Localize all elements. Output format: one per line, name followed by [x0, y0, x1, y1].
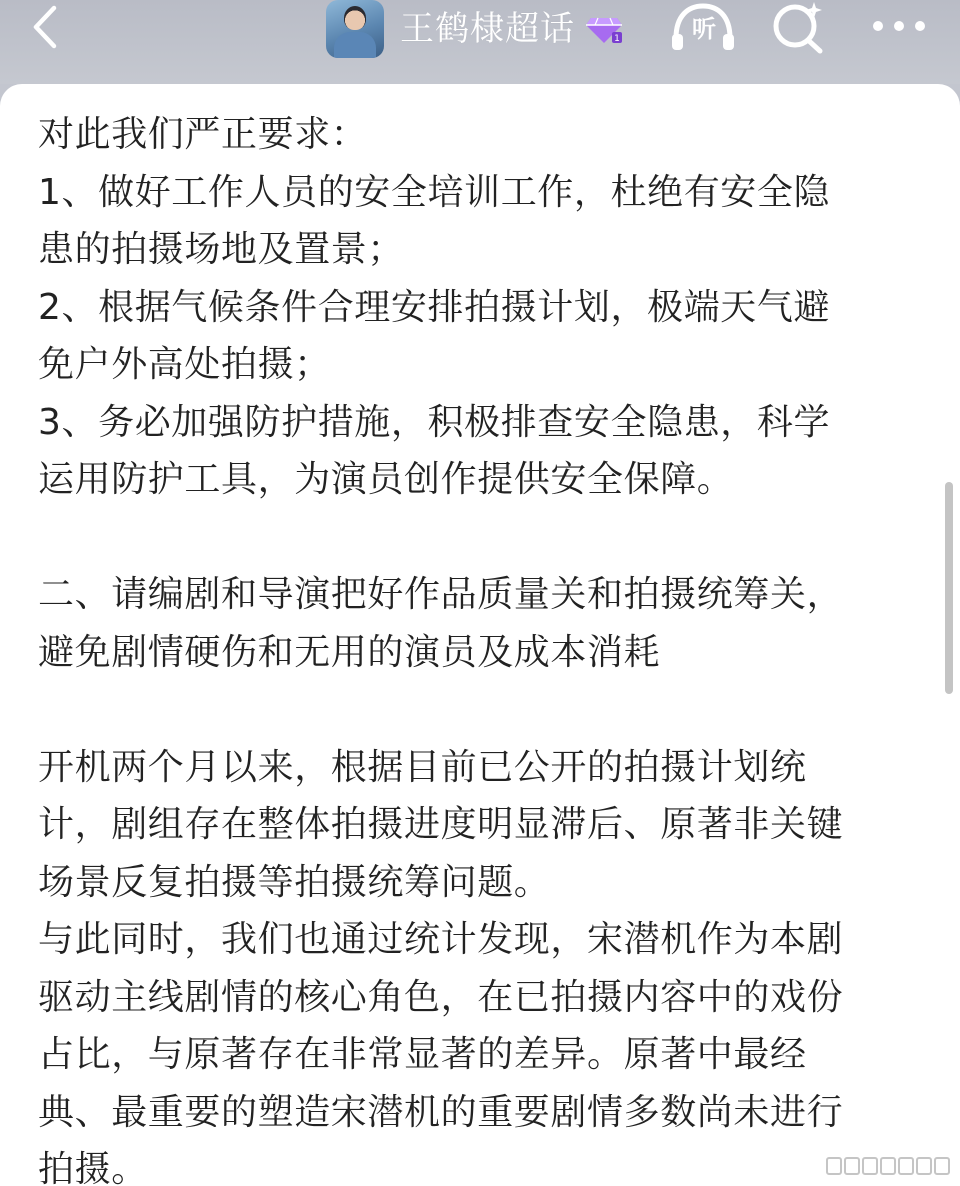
blank-line — [38, 509, 918, 567]
purple-gem-icon — [585, 14, 623, 44]
post-line: 免户外高处拍摄； — [38, 344, 331, 385]
post-line: 运用防护工具，为演员创作提供安全保障。 — [38, 459, 734, 500]
svg-text:1: 1 — [614, 34, 620, 44]
post-line: 患的拍摄场地及置景； — [38, 229, 405, 270]
post-line: 场景反复拍摄等拍摄统筹问题。 — [38, 861, 551, 903]
post-line: 驱动主线剧情的核心角色，在已拍摄内容中的戏份 — [38, 976, 844, 1018]
listen-label: 听 — [692, 15, 716, 43]
post-line: 避免剧情硬伤和无用的演员及成本消耗 — [38, 631, 661, 673]
more-options-button[interactable] — [866, 0, 932, 56]
post-line: 2、根据气候条件合理安排拍摄计划，极端天气避 — [38, 286, 831, 328]
watermark — [826, 1155, 952, 1177]
search-sparkle-icon — [768, 0, 830, 56]
scrollbar-thumb[interactable] — [945, 482, 953, 694]
chevron-left-icon — [22, 2, 72, 52]
avatar — [326, 0, 384, 58]
blank-line — [38, 681, 918, 739]
post-line: 拍摄。 — [38, 1149, 148, 1186]
super-topic-title-group[interactable] — [326, 0, 623, 58]
back-button[interactable] — [22, 2, 72, 52]
top-navigation-bar — [0, 0, 960, 84]
post-line: 典、最重要的塑造宋潜机的重要剧情多数尚未进行 — [38, 1091, 844, 1133]
post-line: 1、做好工作人员的安全培训工作，杜绝有安全隐 — [38, 171, 831, 213]
post-body — [38, 106, 918, 1186]
post-line: 二、请编剧和导演把好作品质量关和拍摄统筹关， — [38, 574, 844, 615]
post-line: 开机两个月以来，根据目前已公开的拍摄计划统 — [38, 746, 807, 788]
post-line: 与此同时，我们也通过统计发现，宋潜机作为本剧 — [38, 919, 844, 960]
post-line: 占比，与原著存在非常显著的差异。原著中最经 — [38, 1034, 807, 1075]
page-title: 王鹤棣超话 — [400, 9, 575, 49]
more-dots-icon — [866, 0, 932, 56]
post-line: 3、务必加强防护措施，积极排查安全隐患，科学 — [38, 401, 831, 443]
search-button[interactable] — [768, 0, 830, 56]
post-line: 计，剧组存在整体拍摄进度明显滞后、原著非关键 — [38, 804, 844, 845]
listen-button[interactable] — [668, 0, 738, 56]
post-line: 对此我们严正要求： — [38, 114, 368, 155]
